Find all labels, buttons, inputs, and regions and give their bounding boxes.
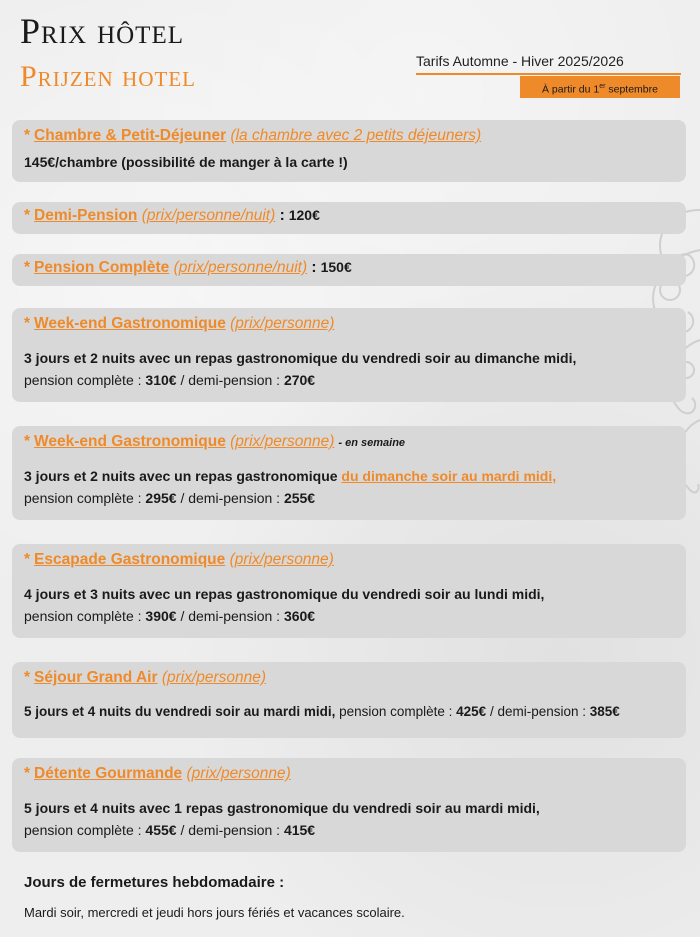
start-date-badge: À partir du 1er septembre	[520, 76, 680, 98]
item-heading: * Séjour Grand Air (prix/personne)	[24, 669, 267, 686]
item-card-demi-pension	[12, 202, 686, 234]
item-prices: pension complète : 295€ / demi-pension : 255€	[24, 490, 316, 506]
season-underline	[416, 73, 681, 75]
item-prices: pension complète : 455€ / demi-pension : 415€	[24, 822, 316, 838]
item-card-weekend-gastro-semaine	[12, 426, 686, 520]
item-description: 5 jours et 4 nuits du vendredi soir au mardi midi, pension complète : 425€ / demi-pension : 385€	[24, 704, 620, 719]
item-card-detente-gourmande	[12, 758, 686, 852]
page-title-nl: Prijzen hotel	[20, 60, 196, 93]
item-heading: * Chambre & Petit-Déjeuner (la chambre avec 2 petits déjeuners)	[24, 127, 482, 144]
item-prices: pension complète : 310€ / demi-pension : 270€	[24, 372, 316, 388]
item-price: 150€	[320, 259, 352, 275]
item-card-sejour-grand-air	[12, 662, 686, 738]
item-price: 120€	[288, 207, 320, 223]
item-heading: * Détente Gourmande (prix/personne)	[24, 765, 291, 782]
item-heading: * Demi-Pension (prix/personne/nuit) : 120€	[24, 207, 320, 224]
item-card-chambre	[12, 120, 686, 182]
item-description: 5 jours et 4 nuits avec 1 repas gastronomique du vendredi soir au mardi midi,	[24, 800, 540, 816]
item-card-weekend-gastro	[12, 308, 686, 402]
item-card-escapade	[12, 544, 686, 638]
item-heading: * Week-end Gastronomique (prix/personne)	[24, 315, 335, 332]
item-description: 3 jours et 2 nuits avec un repas gastronomique du dimanche soir au mardi midi,	[24, 468, 557, 484]
item-card-pension-complete	[12, 254, 686, 286]
item-heading: * Pension Complète (prix/personne/nuit) : 150€	[24, 259, 352, 276]
item-description: 145€/chambre (possibilité de manger à la carte !)	[24, 154, 348, 170]
item-description: 4 jours et 3 nuits avec un repas gastronomique du vendredi soir au lundi midi,	[24, 586, 545, 602]
season-label: Tarifs Automne - Hiver 2025/2026	[416, 53, 624, 69]
item-heading: * Week-end Gastronomique (prix/personne) - en semaine	[24, 433, 406, 450]
item-description: 3 jours et 2 nuits avec un repas gastronomique du vendredi soir au dimanche midi,	[24, 350, 577, 366]
page-title-fr: Prix hôtel	[20, 11, 184, 51]
closing-days-title: Jours de fermetures hebdomadaire :	[24, 874, 285, 891]
closing-days-text: Mardi soir, mercredi et jeudi hors jours fériés et vacances scolaire.	[24, 905, 405, 920]
item-heading: * Escapade Gastronomique (prix/personne)	[24, 551, 334, 568]
item-prices: pension complète : 390€ / demi-pension : 360€	[24, 608, 316, 624]
